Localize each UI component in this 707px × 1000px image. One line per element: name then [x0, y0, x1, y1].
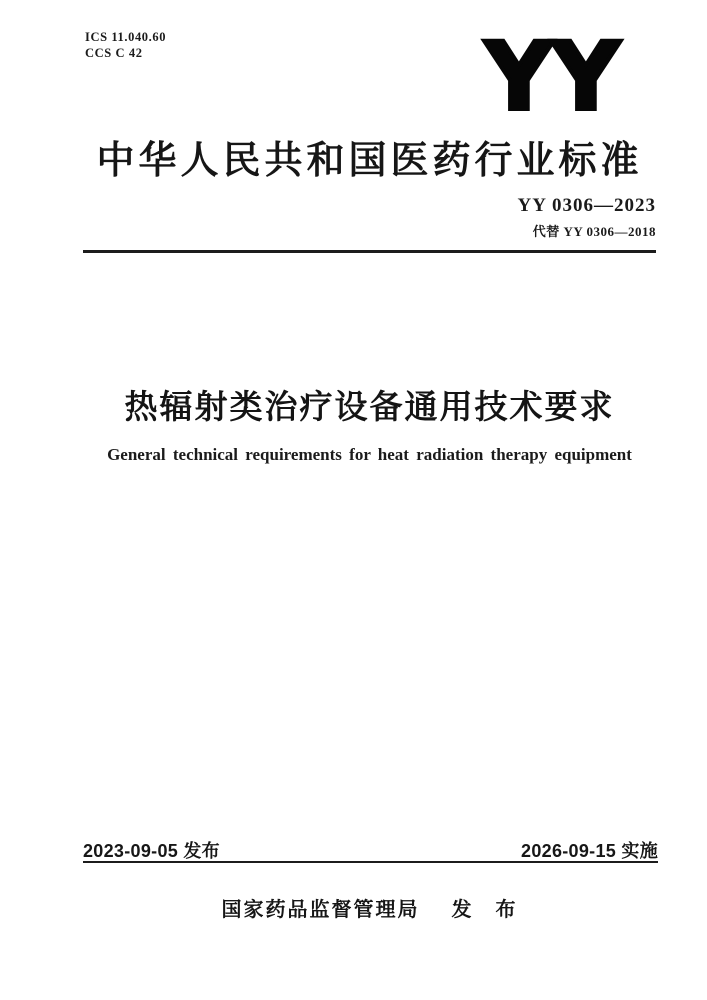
implementation-date: 2026-09-15 实施 — [521, 841, 658, 861]
standard-title-english: General technical requirements for heat radiation therapy equipment — [107, 445, 632, 464]
ccs-code: CCS C 42 — [85, 45, 143, 60]
standard-class-title: 中华人民共和国医药行业标准 — [96, 140, 643, 182]
publish-label: 发 布 — [451, 899, 518, 921]
replaces-note: 代替 YY 0306—2018 — [532, 224, 656, 239]
ics-code: ICS 11.040.60 — [85, 30, 167, 44]
standard-title-chinese: 热辐射类治疗设备通用技术要求 — [124, 388, 615, 425]
dates-row — [83, 837, 658, 863]
header-divider-rule — [83, 250, 656, 253]
footer-divider-rule — [83, 861, 658, 863]
standard-number-block — [518, 195, 657, 240]
issue-date: 2023-09-05 发布 — [83, 841, 220, 861]
yy-standard-logo: YY — [484, 23, 619, 132]
classification-codes — [85, 30, 166, 61]
publisher-name: 国家药品监督管理局 — [221, 899, 420, 921]
publisher-row — [83, 893, 656, 922]
standard-number: YY 0306—2023 — [517, 195, 656, 216]
